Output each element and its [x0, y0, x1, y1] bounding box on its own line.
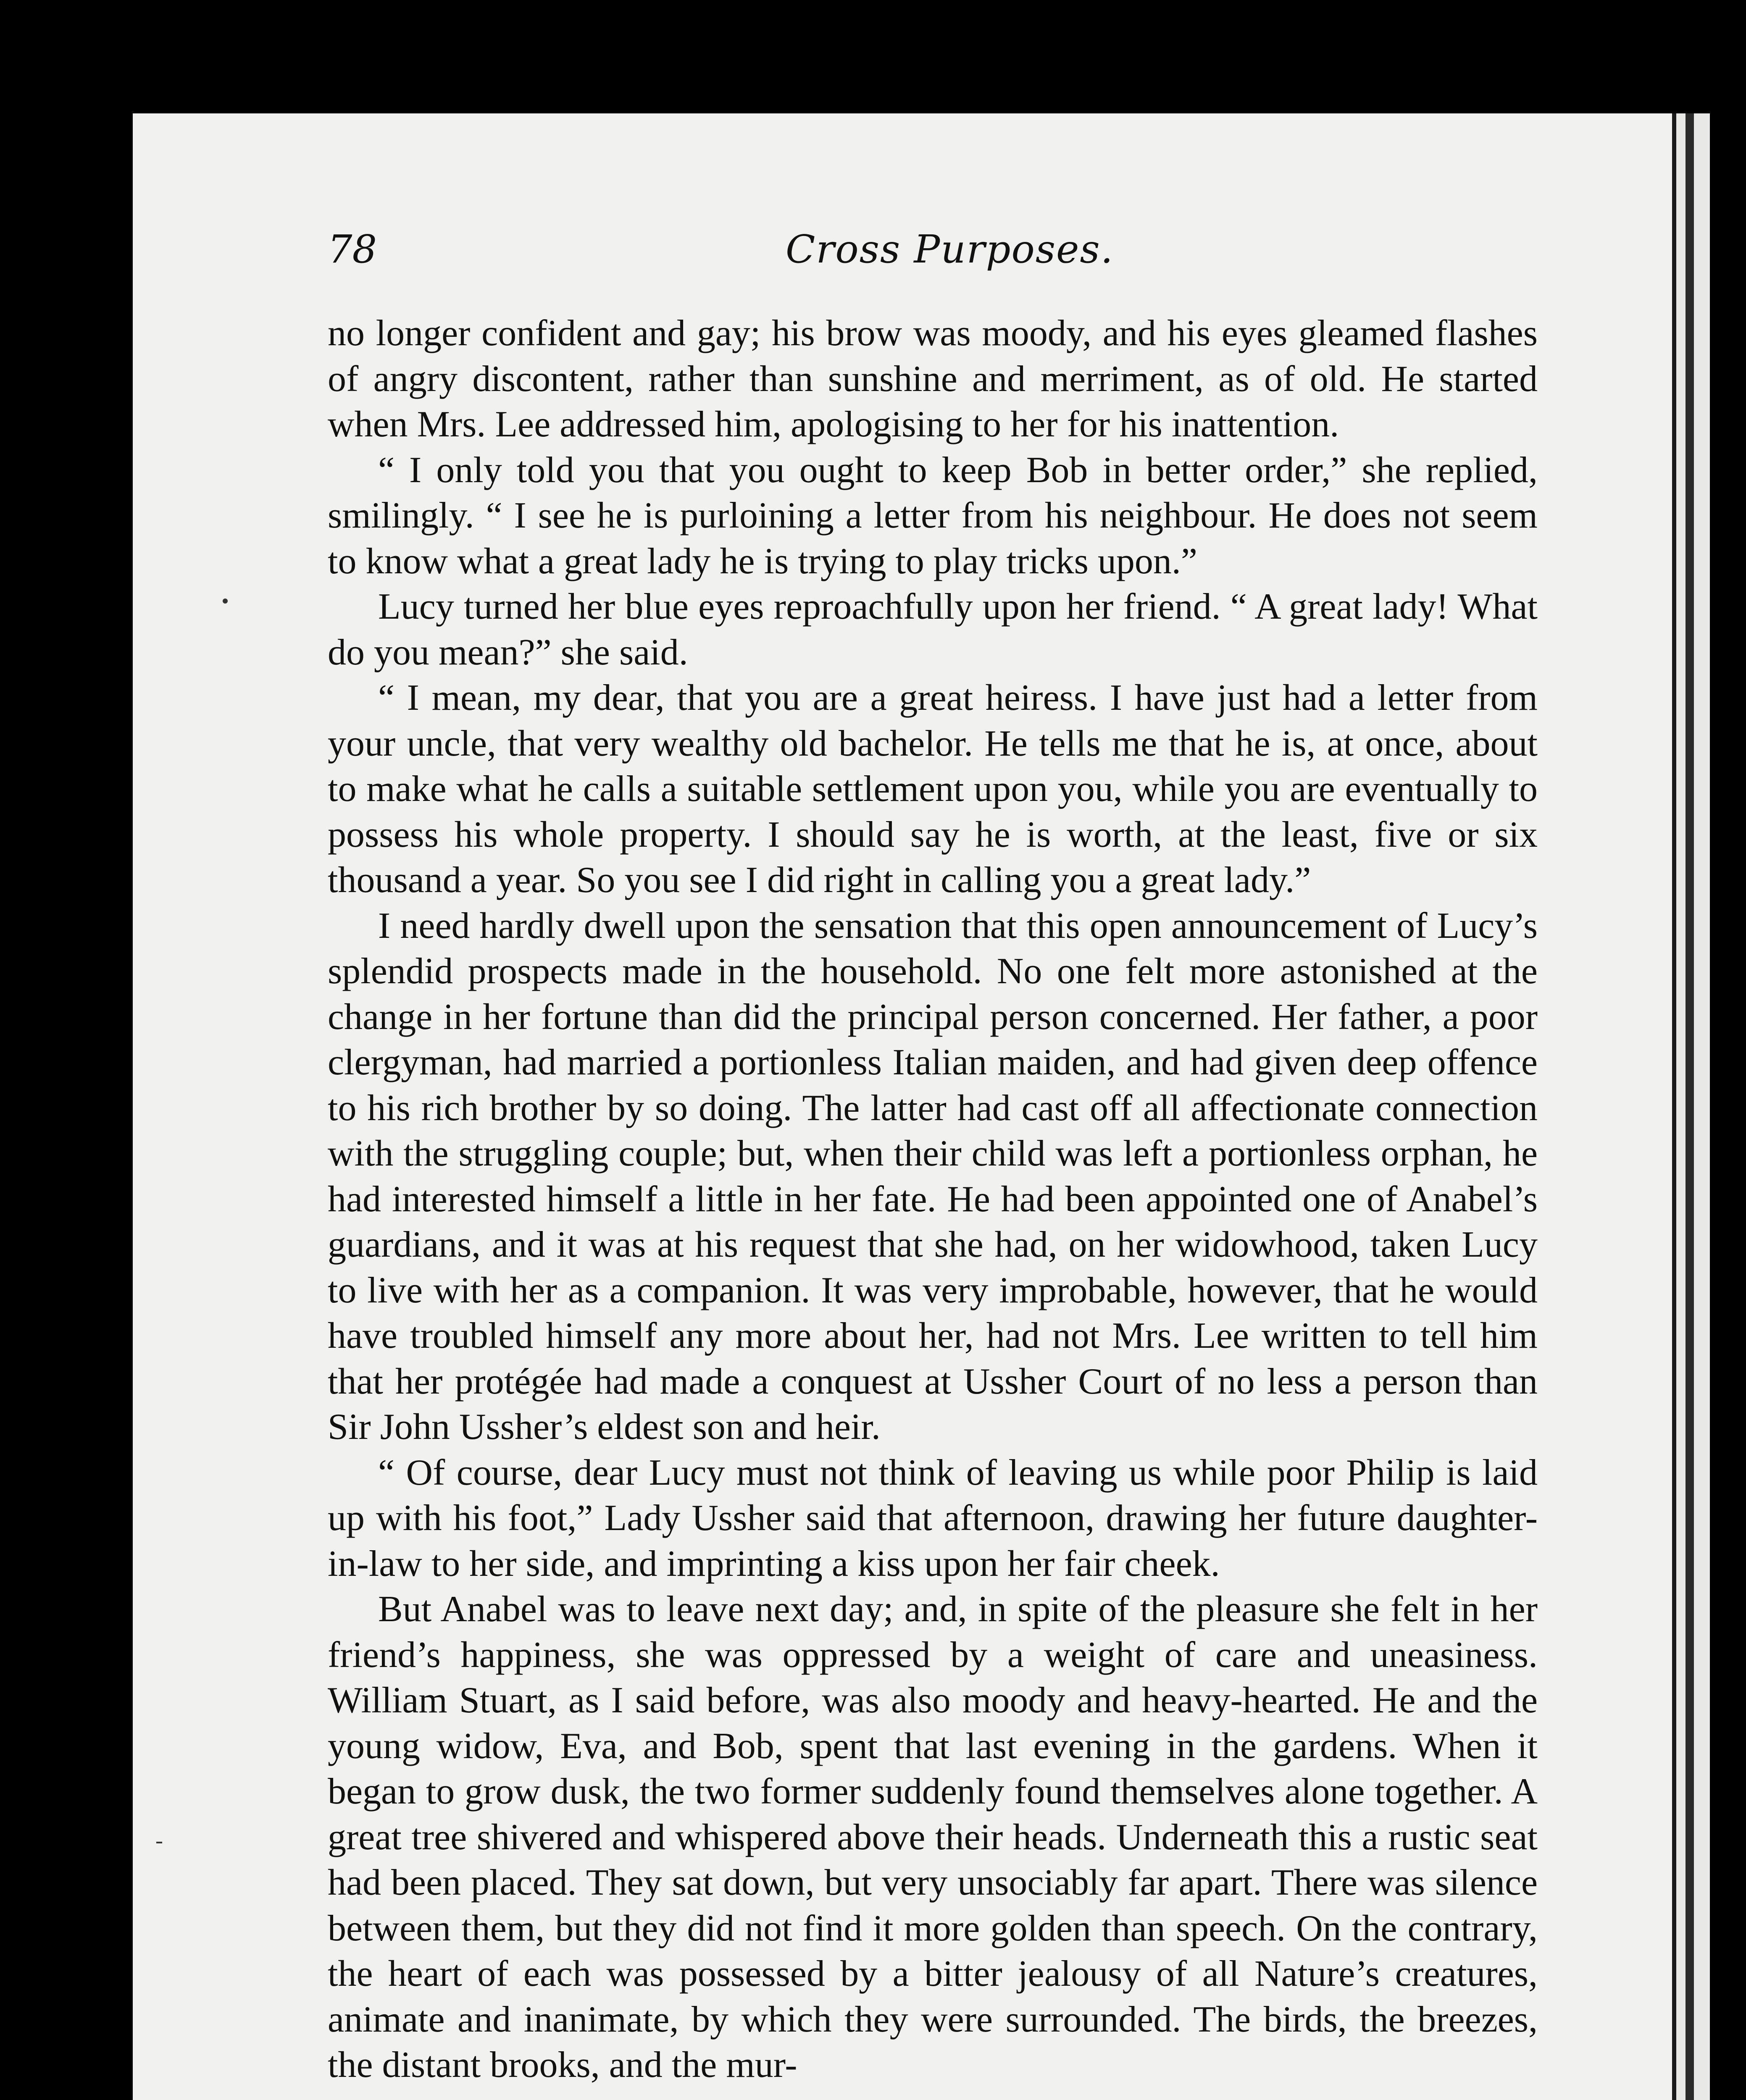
paragraph: “ I mean, my dear, that you are a great heiress. I have just had a letter from your uncle, that very wealthy old bachelor. He tells me that he is, at once, about to make what he calls a suitable settlement upon you, while you are eventually to possess his whole property. I should say he is worth, at the least, five or six thousand a year. So you see I did right in calling you a great lady.”: [328, 677, 1538, 900]
paragraph: no longer confident and gay; his brow was moody, and his eyes gleamed flashes of angry discontent, rather than sunshine and merriment, as of old. He started when Mrs. Lee addressed him, apologising to her for his inattention.: [328, 313, 1538, 445]
gutter-shadow: [1686, 113, 1694, 2100]
paragraph: I need hardly dwell upon the sensation that this open announcement of Lucy’s splendid prospects made in the household. No one felt more astonished at the change in her fortune than did the principal person concerned. Her father, a poor clergyman, had married a portionless Italian maiden, and had given deep offence to his rich brother by so doing. The latter had cast off all affectionate connection with the struggling couple; but, when their child was left a portionless orphan, he had interested himself a little in her fate. He had been appointed one of Anabel’s guardians, and it was at his request that she had, on her widowhood, taken Lucy to live with her as a companion. It was very improbable, however, that he would have troubled himself any more about her, had not Mrs. Lee written to tell him that her protégée had made a conquest at Ussher Court of no less a person than Sir John Ussher’s eldest son and heir.: [328, 905, 1538, 1447]
paragraph: Lucy turned her blue eyes reproachfully upon her friend. “ A great lady! What do you mean?” she said.: [328, 586, 1538, 673]
paragraph: “ I only told you that you ought to keep Bob in better order,” she replied, smilingly. “ I see he is purloining a letter from his neighbour. He does not seem to know what a great lady he is trying to play tricks upon.”: [328, 449, 1538, 582]
page-number: 78: [328, 227, 377, 272]
paragraph: “ Of course, dear Lucy must not think of leaving us while poor Philip is laid up with his foot,” Lady Ussher said that afternoon, drawing her future daughter-in-law to her side, and imprinting a kiss upon her fair cheek.: [328, 1452, 1538, 1584]
margin-mark: [156, 1842, 162, 1843]
speck: [223, 598, 228, 604]
running-title: Cross Purposes.: [786, 227, 1114, 272]
page-header: [328, 227, 1538, 277]
body-text: [328, 311, 1538, 2088]
facing-page-edge: [1672, 113, 1710, 2100]
paragraph: But Anabel was to leave next day; and, in spite of the pleasure she felt in her friend’s happiness, she was oppressed by a weight of care and uneasiness. William Stuart, as I said before, was also moody and heavy-hearted. He and the young widow, Eva, and Bob, spent that last evening in the gardens. When it began to grow dusk, the two former suddenly found themselves alone together. A great tree shivered and whispered above their heads. Underneath this a rustic seat had been placed. They sat down, but very unsociably far apart. There was silence between them, but they did not find it more golden than speech. On the contrary, the heart of each was possessed by a bitter jealousy of all Nature’s creatures, animate and inanimate, by which they were surrounded. The birds, the breezes, the distant brooks, and the mur-: [328, 1589, 1538, 2085]
